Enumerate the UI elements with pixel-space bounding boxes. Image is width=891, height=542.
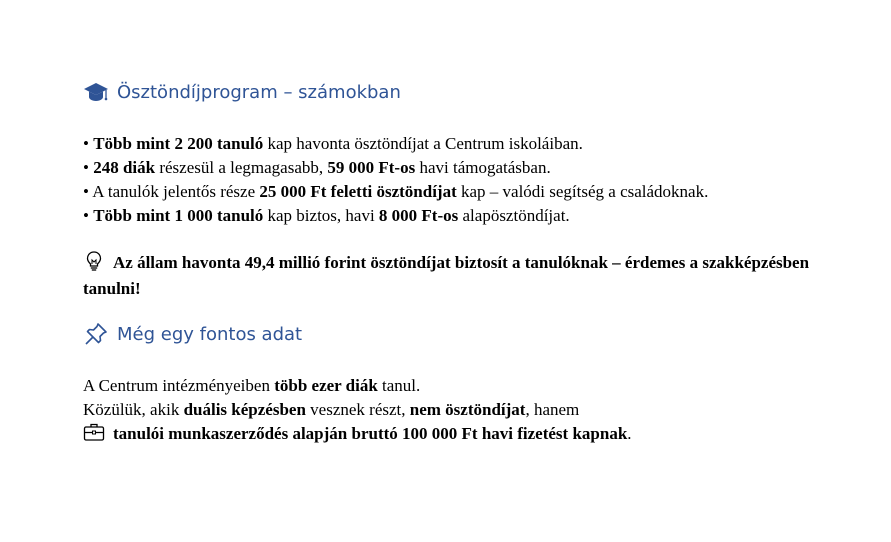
paragraph-line: Közülük, akik duális képzésben vesznek részt, nem ösztöndíjat, hanem	[83, 400, 580, 419]
stats-bullet-list	[83, 132, 708, 228]
lightbulb-icon	[83, 250, 105, 272]
highlight-tip	[83, 250, 823, 302]
list-item: • Több mint 2 200 tanuló kap havonta ösztöndíjat a Centrum iskoláiban.	[83, 134, 583, 153]
info-paragraph	[83, 374, 632, 446]
list-item: • 248 diák részesül a legmagasabb, 59 000 Ft-os havi támogatásban.	[83, 158, 551, 177]
section-heading-important-data	[83, 321, 302, 347]
pushpin-icon	[83, 321, 109, 347]
section-title: Ösztöndíjprogram – számokban	[117, 81, 401, 103]
briefcase-icon	[83, 422, 105, 442]
paragraph-line: tanulói munkaszerződés alapján bruttó 100 000 Ft havi fizetést kapnak.	[83, 422, 632, 446]
section-heading-scholarship	[83, 79, 401, 105]
paragraph-line: A Centrum intézményeiben több ezer diák tanul.	[83, 376, 421, 395]
graduation-cap-icon	[83, 79, 109, 105]
list-item: • A tanulók jelentős része 25 000 Ft feletti ösztöndíjat kap – valódi segítség a családoknak.	[83, 182, 709, 201]
section-title: Még egy fontos adat	[117, 323, 303, 345]
tip-text: Az állam havonta 49,4 millió forint ösztöndíjat biztosít a tanulóknak – érdemes a szakképzésben tanulni!	[83, 253, 810, 298]
list-item: • Több mint 1 000 tanuló kap biztos, havi 8 000 Ft-os alapösztöndíjat.	[83, 206, 570, 225]
